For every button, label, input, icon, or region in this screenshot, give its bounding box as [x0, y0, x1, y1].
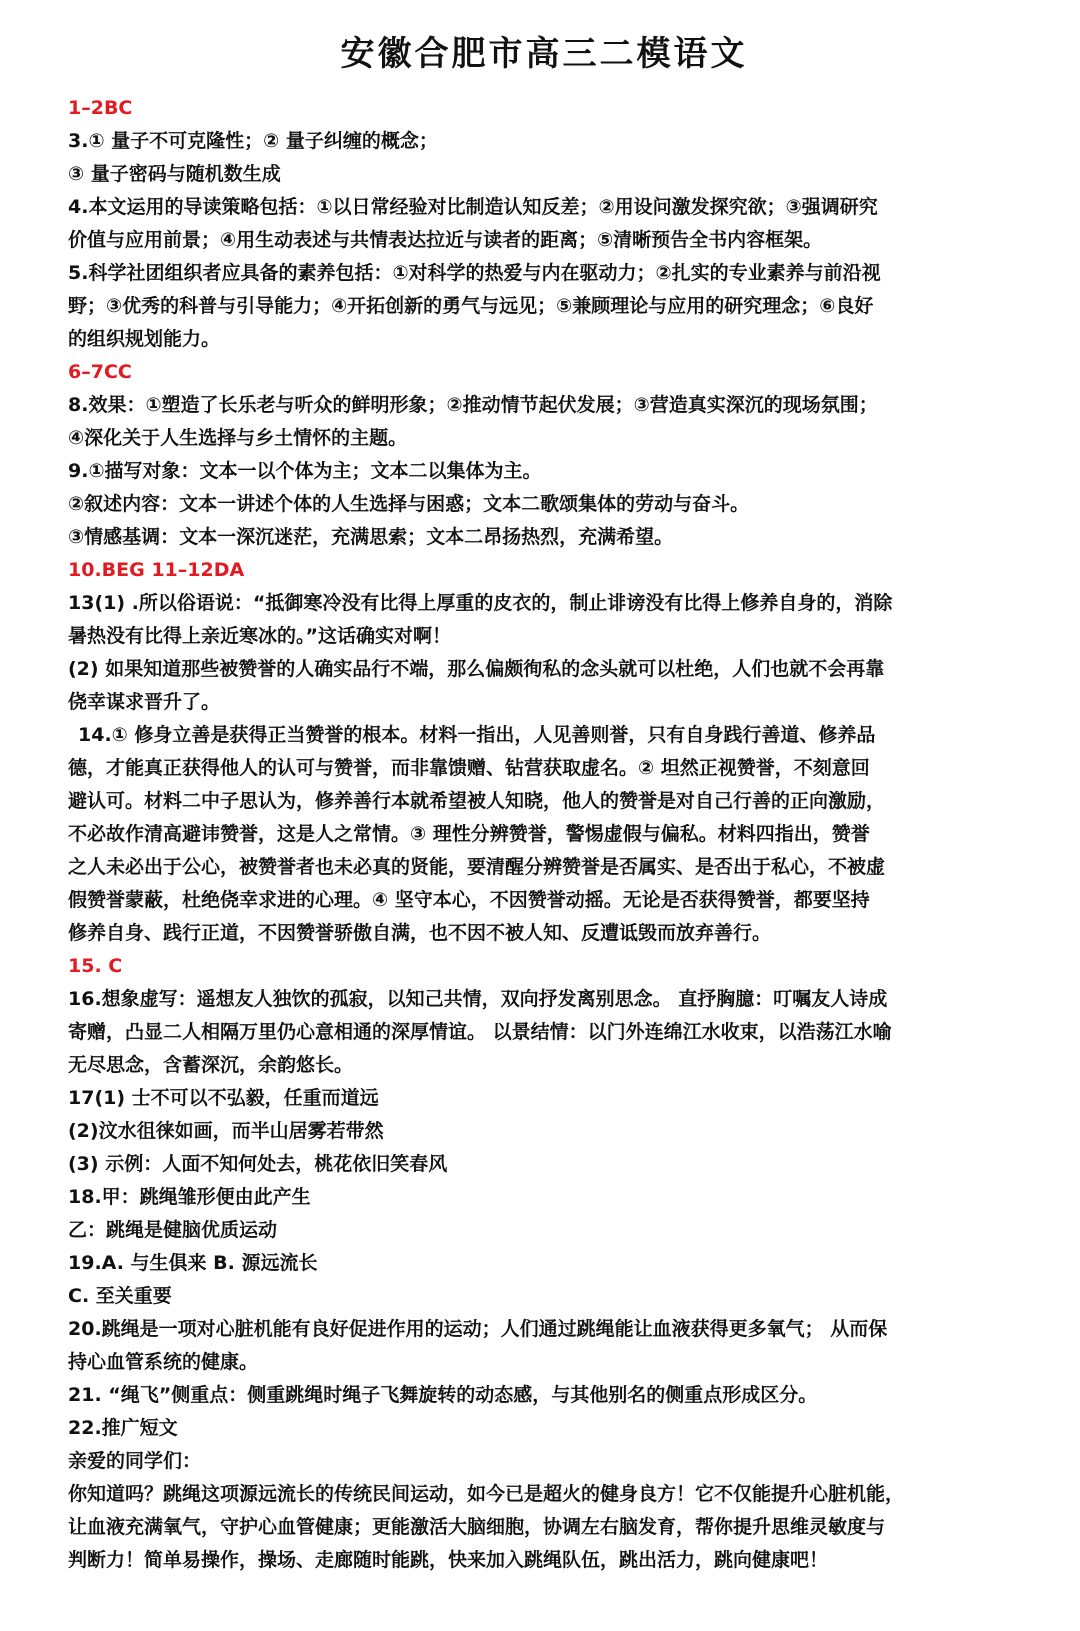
- answer-line: 22.推广短文: [68, 1417, 178, 1439]
- answer-line: 让血液充满氧气，守护心血管健康；更能激活大脑细胞，协调左右脑发育，帮你提升思维灵敏度与: [68, 1516, 886, 1538]
- answer-line: 21. “绳飞”侧重点：侧重跳绳时绳子飞舞旋转的动态感，与其他别名的侧重点形成区分。: [68, 1384, 818, 1406]
- answer-line: 亲爱的同学们：: [68, 1450, 202, 1472]
- answer-line: 3.① 量子不可克隆性；② 量子纠缠的概念；: [68, 130, 438, 152]
- answer-line: 避认可。材料二中子思认为，修养善行本就希望被人知晓，他人的赞誉是对自己行善的正向激励，: [68, 790, 886, 812]
- answer-line: (2) 如果知道那些被赞誉的人确实品行不端，那么偏颇徇私的念头就可以杜绝，人们也就不会再靠: [68, 658, 885, 680]
- answer-line: 18.甲：跳绳雏形便由此产生: [68, 1186, 311, 1208]
- answer-line: 德，才能真正获得他人的认可与赞誉，而非靠馈赠、钻营获取虚名。② 坦然正视赞誉，不刻意回: [68, 757, 870, 779]
- answer-key-line: 6–7CC: [68, 361, 132, 383]
- answer-key-line: 1–2BC: [68, 97, 133, 119]
- answer-line: ②叙述内容：文本一讲述个体的人生选择与困惑；文本二歌颂集体的劳动与奋斗。: [68, 493, 750, 515]
- answer-line: 17(1) 士不可以不弘毅，任重而道远: [68, 1087, 379, 1109]
- answer-line: 假赞誉蒙蔽，杜绝侥幸求进的心理。④ 坚守本心，不因赞誉动摇。无论是否获得赞誉，都要坚持: [68, 889, 870, 911]
- answer-key-line: 10.BEG 11–12DA: [68, 559, 245, 581]
- answer-line: 9.①描写对象：文本一以个体为主；文本二以集体为主。: [68, 460, 542, 482]
- answer-line: 20.跳绳是一项对心脏机能有良好促进作用的运动；人们通过跳绳能让血液获得更多氧气； 从而保: [68, 1318, 888, 1340]
- answer-line: ④深化关于人生选择与乡土情怀的主题。: [68, 427, 408, 449]
- answer-line: 19.A. 与生俱来 B. 源远流长: [68, 1252, 318, 1274]
- answer-line: 侥幸谋求晋升了。: [68, 691, 221, 713]
- answer-line: 14.① 修身立善是获得正当赞誉的根本。材料一指出，人见善则誉，只有自身践行善道、修养品: [78, 724, 876, 746]
- answer-line: C. 至关重要: [68, 1285, 172, 1307]
- answer-line: 8.效果：①塑造了长乐老与听众的鲜明形象；②推动情节起伏发展；③营造真实深沉的现场氛围；: [68, 394, 878, 416]
- answer-line: 寄赠，凸显二人相隔万里仍心意相通的深厚情谊。 以景结情：以门外连绵江水收束，以浩荡江水喻: [68, 1021, 892, 1043]
- answer-line: 不必故作清高避讳赞誉，这是人之常情。③ 理性分辨赞誉，警惕虚假与偏私。材料四指出，赞誉: [68, 823, 870, 845]
- answer-line: 暑热没有比得上亲近寒冰的。”这话确实对啊！: [68, 625, 451, 647]
- answer-line: ③情感基调：文本一深沉迷茫，充满思索；文本二昂扬热烈，充满希望。: [68, 526, 674, 548]
- answer-line: 价值与应用前景；④用生动表述与共情表达拉近与读者的距离；⑤清晰预告全书内容框架。: [68, 229, 823, 251]
- answer-line: 无尽思念，含蓄深沉，余韵悠长。: [68, 1054, 354, 1076]
- answer-key-line: 15. C: [68, 955, 123, 977]
- answer-line: 4.本文运用的导读策略包括：①以日常经验对比制造认知反差；②用设问激发探究欲；③强调研究: [68, 196, 878, 218]
- answer-line: 的组织规划能力。: [68, 328, 221, 350]
- answer-line: 5.科学社团组织者应具备的素养包括：①对科学的热爱与内在驱动力；②扎实的专业素养与前沿视: [68, 262, 881, 284]
- answer-line: 16.想象虚写：遥想友人独饮的孤寂，以知己共情，双向抒发离别思念。 直抒胸臆：叮嘱友人诗成: [68, 988, 888, 1010]
- answer-line: (2)汶水徂徕如画，而半山居雾若带然: [68, 1120, 384, 1142]
- answer-line: 之人未必出于公心，被赞誉者也未必真的贤能，要清醒分辨赞誉是否属实、是否出于私心，不被虚: [68, 856, 886, 878]
- answer-line: 野；③优秀的科普与引导能力；④开拓创新的勇气与远见；⑤兼顾理论与应用的研究理念；⑥良好: [68, 295, 874, 317]
- answer-line: 你知道吗？跳绳这项源远流长的传统民间运动，如今已是超火的健身良方！它不仅能提升心脏机能，: [68, 1483, 905, 1505]
- answer-line: 13(1) .所以俗语说：“抵御寒冷没有比得上厚重的皮衣的，制止诽谤没有比得上修养自身的，消除: [68, 592, 893, 614]
- answer-line: (3) 示例：人面不知何处去，桃花依旧笑春风: [68, 1153, 448, 1175]
- answer-line: 乙：跳绳是健脑优质运动: [68, 1219, 278, 1241]
- answer-line: 判断力！简单易操作，操场、走廊随时能跳，快来加入跳绳队伍，跳出活力，跳向健康吧！: [68, 1549, 829, 1571]
- answer-line: 修养自身、践行正道，不因赞誉骄傲自满，也不因不被人知、反遭诋毁而放弃善行。: [68, 922, 772, 944]
- answer-line: ③ 量子密码与随机数生成: [68, 163, 281, 185]
- answer-content: [68, 92, 1040, 1577]
- answer-line: 持心血管系统的健康。: [68, 1351, 259, 1373]
- page-title: 安徽合肥市高三二模语文: [340, 34, 748, 74]
